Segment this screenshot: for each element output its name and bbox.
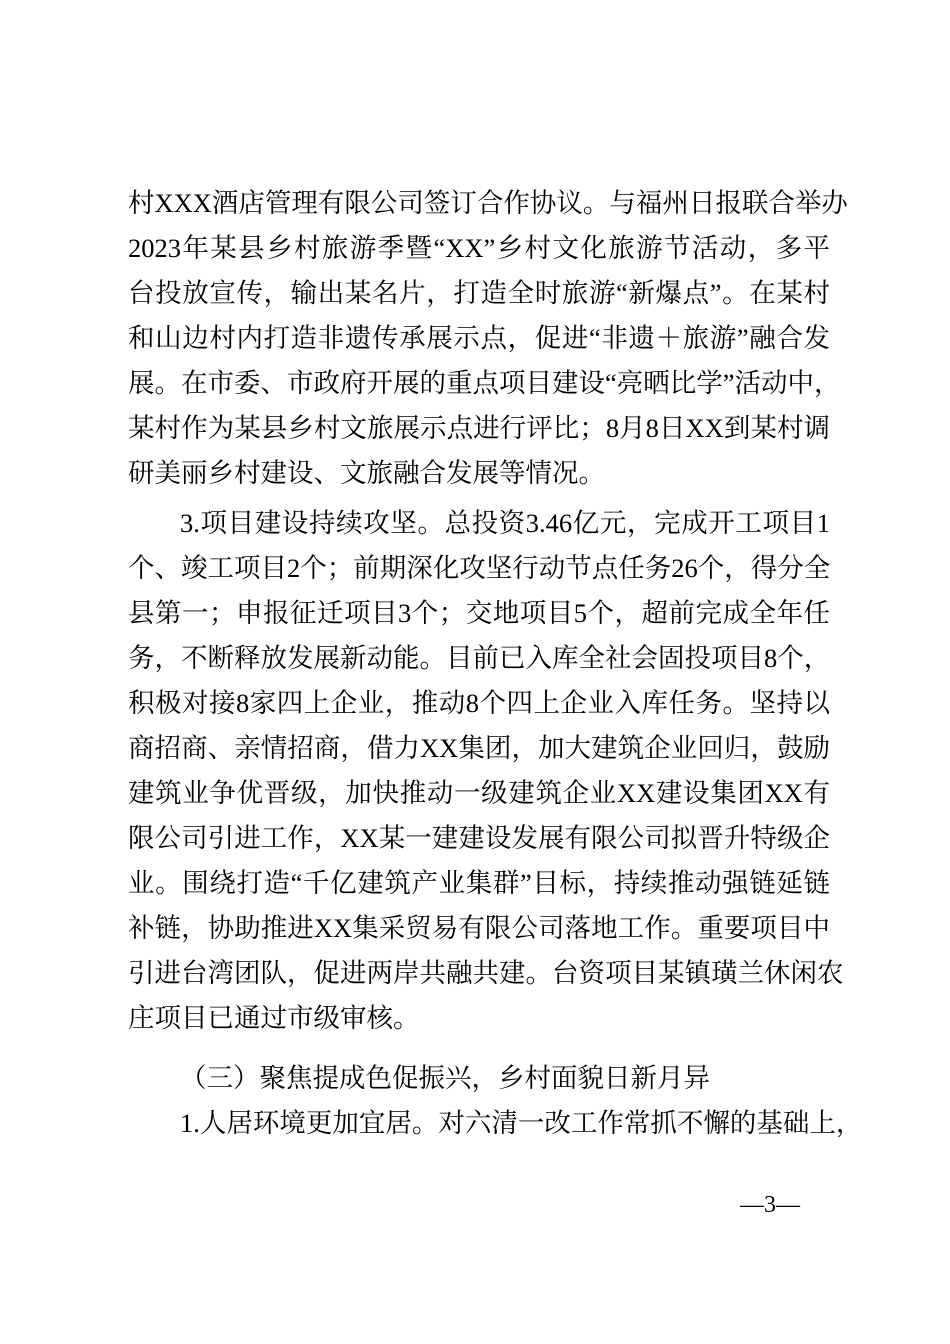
text-line: 和山边村内打造非遗传承展示点，促进“非遗＋旅游”融合发 bbox=[128, 323, 830, 353]
text-line: 台投放宣传，输出某名片，打造全时旅游“新爆点”。在某村 bbox=[128, 278, 830, 308]
paragraph-project-construction bbox=[128, 501, 844, 1041]
paragraph-tourism bbox=[128, 181, 848, 496]
text-line: 县第一；申报征迁项目3个；交地项目5个，超前完成全年任 bbox=[128, 598, 830, 628]
text-line: 个、竣工项目2个；前期深化攻坚行动节点任务26个，得分全 bbox=[128, 553, 831, 583]
page-number: —3— bbox=[740, 1192, 800, 1218]
text-line: 2023年某县乡村旅游季暨“XX”乡村文化旅游节活动，多平 bbox=[128, 233, 830, 263]
text-line: 研美丽乡村建设、文旅融合发展等情况。 bbox=[128, 458, 605, 488]
text-line: 建筑业争优晋级，加快推动一级建筑企业XX建设集团XX有 bbox=[128, 778, 830, 808]
text-line: 商招商、亲情招商，借力XX集团，加大建筑企业回归，鼓励 bbox=[128, 733, 830, 763]
text-line: 1.人居环境更加宜居。对六清一改工作常抓不懈的基础上， bbox=[180, 1108, 863, 1138]
text-line: 补链，协助推进XX集采贸易有限公司落地工作。重要项目中 bbox=[128, 913, 830, 943]
heading-text: （三）聚焦提成色促振兴，乡村面貌日新月异 bbox=[180, 1063, 710, 1093]
text-line: 积极对接8家四上企业，推动8个四上企业入库任务。坚持以 bbox=[128, 688, 830, 718]
text-line: 引进台湾团队，促进两岸共融共建。台资项目某镇璜兰休闲农 bbox=[128, 958, 844, 988]
text-line: 村XXX酒店管理有限公司签订合作协议。与福州日报联合举办 bbox=[128, 188, 848, 218]
text-line: 展。在市委、市政府开展的重点项目建设“亮晒比学”活动中， bbox=[128, 368, 841, 398]
paragraph-living-environment bbox=[128, 1101, 863, 1146]
section-heading bbox=[128, 1056, 830, 1101]
text-line: 务，不断释放发展新动能。目前已入库全社会固投项目8个， bbox=[128, 643, 831, 673]
text-line: 某村作为某县乡村文旅展示点进行评比；8月8日XX到某村调 bbox=[128, 413, 830, 443]
text-line: 业。围绕打造“千亿建筑产业集群”目标，持续推动强链延链 bbox=[128, 868, 830, 898]
text-line: 庄项目已通过市级审核。 bbox=[128, 1003, 420, 1033]
document-body bbox=[128, 181, 863, 1146]
text-line: 限公司引进工作，XX某一建建设发展有限公司拟晋升特级企 bbox=[128, 823, 830, 853]
text-line: 3.项目建设持续攻坚。总投资3.46亿元，完成开工项目1 bbox=[180, 508, 830, 538]
